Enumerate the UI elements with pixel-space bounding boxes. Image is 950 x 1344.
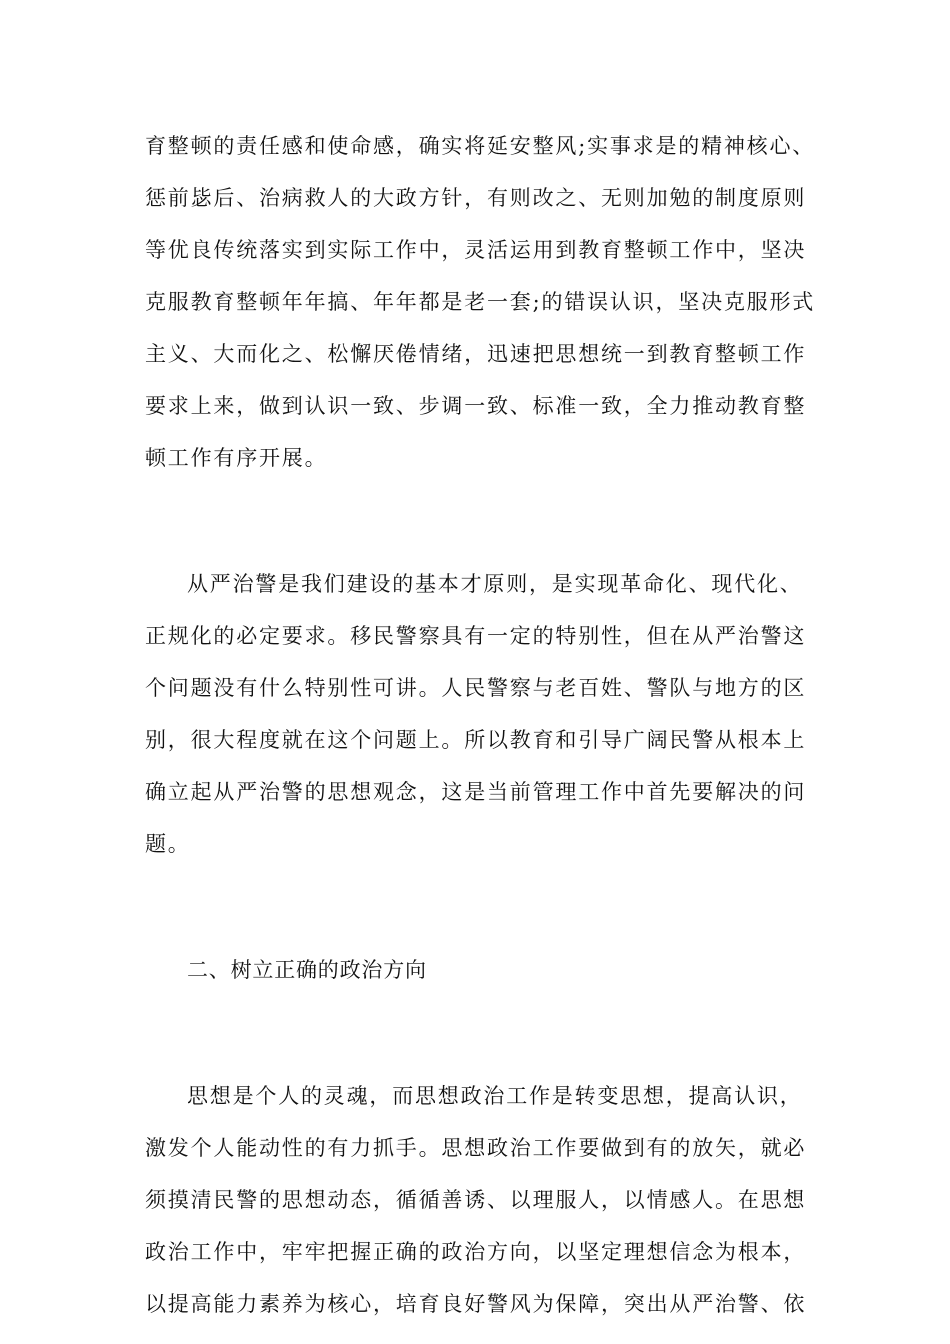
paragraph-line: 惩前毖后、治病救人的大政方针，有则改之、无则加勉的制度原则 — [145, 186, 807, 210]
paragraph-gap — [145, 1002, 815, 1076]
paragraph-line: 等优良传统落实到实际工作中，灵活运用到教育整顿工作中，坚决 — [145, 238, 807, 262]
paragraph-line: 激发个人能动性的有力抓手。思想政治工作要做到有的放矢，就必 — [145, 1136, 807, 1160]
paragraph-line: 别，很大程度就在这个问题上。所以教育和引导广阔民警从根本上 — [145, 728, 807, 752]
paragraph-line: 要求上来，做到认识一致、步调一致、标准一致，全力推动教育整 — [145, 394, 807, 418]
paragraph-3 — [145, 1076, 815, 1336]
paragraph-line: 育整顿的责任感和使命感，确实将延安整风;实事求是的精神核心、 — [145, 134, 816, 158]
paragraph-line: 克服教育整顿年年搞、年年都是老一套;的错误认识，坚决克服形式 — [145, 290, 816, 314]
paragraph-gap — [145, 876, 815, 950]
paragraph-line: 顿工作有序开展。 — [145, 446, 328, 470]
section-heading: 二、树立正确的政治方向 — [187, 958, 427, 982]
paragraph-line: 题。 — [145, 832, 191, 856]
paragraph-gap — [145, 490, 815, 564]
paragraph-1 — [145, 126, 815, 490]
document-body — [145, 126, 815, 1336]
paragraph-line: 从严治警是我们建设的基本才原则，是实现革命化、现代化、 — [187, 572, 803, 596]
paragraph-line: 个问题没有什么特别性可讲。人民警察与老百姓、警队与地方的区 — [145, 676, 807, 700]
paragraph-line: 以提高能力素养为核心，培育良好警风为保障，突出从严治警、依 — [145, 1292, 807, 1316]
paragraph-line: 须摸清民警的思想动态，循循善诱、以理服人，以情感人。在思想 — [145, 1188, 807, 1212]
paragraph-line: 主义、大而化之、松懈厌倦情绪，迅速把思想统一到教育整顿工作 — [145, 342, 807, 366]
paragraph-line: 政治工作中，牢牢把握正确的政治方向，以坚定理想信念为根本， — [145, 1240, 807, 1264]
paragraph-line: 思想是个人的灵魂，而思想政治工作是转变思想，提高认识， — [187, 1084, 803, 1108]
paragraph-2 — [145, 564, 815, 876]
paragraph-line: 正规化的必定要求。移民警察具有一定的特别性，但在从严治警这 — [145, 624, 807, 648]
paragraph-line: 确立起从严治警的思想观念，这是当前管理工作中首先要解决的问 — [145, 780, 807, 804]
